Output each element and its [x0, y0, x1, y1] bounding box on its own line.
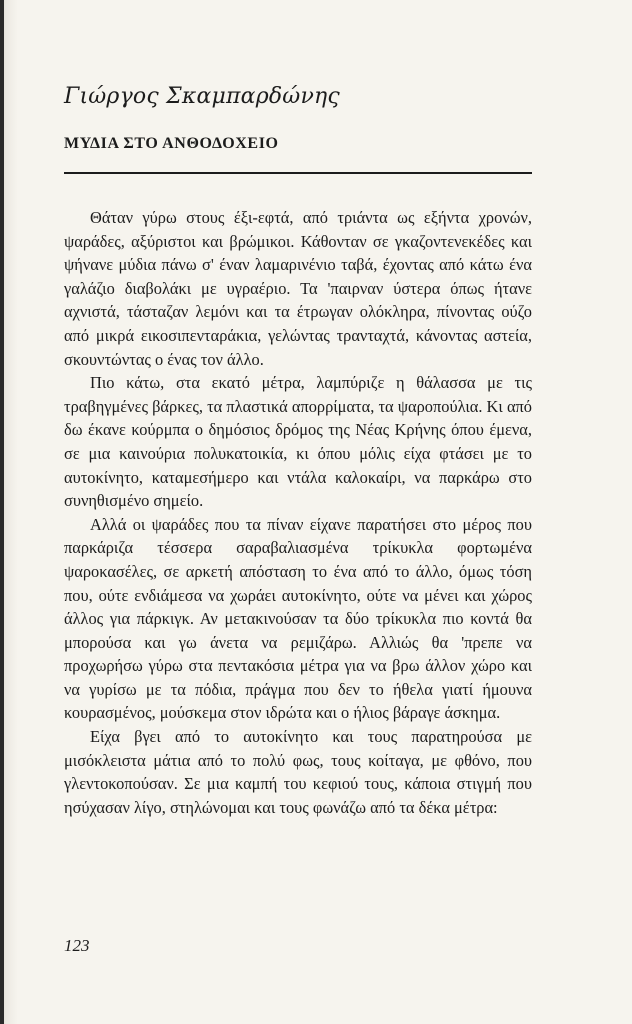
- page-number: 123: [64, 936, 90, 955]
- story-body: [64, 206, 532, 819]
- paragraph: Θάταν γύρω στους έξι-εφτά, από τριάντα ως εξήντα χρονών, ψαράδες, αξύριστοι και βρώμικοι. Κάθονταν σε γκαζοντενεκέδες και ψήνανε μύδια πάνω σ' έναν λαμαρινένιο ταβά, έχοντας από κάτω ένα γαλάζιο διαβολάκι με υγραέριο. Τα 'παιρναν ύστερα όπως ήτανε αχνιστά, τάσταζαν λεμόνι και τα έτρωγαν ολόκληρα, πίνοντας ούζο από μικρά εικοσιπενταράκια, γελώντας τρανταχτά, κάνοντας αστεία, σκουντώντας ο ένας τον άλλο.: [64, 208, 532, 369]
- paragraph: Αλλά οι ψαράδες που τα πίναν είχανε παρατήσει στο μέρος που παρκάριζα τέσσερα σαραβαλιασμένα τρίκυκλα φορτωμένα ψαροκασέλες, σε αρκετή απόσταση το ένα από το άλλο, όμως τόση που, ούτε ενδιάμεσα να χωράει αυτοκίνητο, ούτε να μένει και χώρος άλλος για πάρκιγκ. Αν μετακινούσαν τα δύο τρίκυκλα πιο κοντά θα μπορούσα και γω άνετα να ρεμιζάρω. Αλλιώς θα 'πρεπε να προχωρήσω γύρω στα πεντακόσια μέτρα για να βρω άλλον χώρο και να γυρίσω με τα πόδια, πράγμα που δεν το ήθελα γιατί ήμουνα κουρασμένος, μούσκεμα στον ιδρώτα και ο ήλιος βάραγε άσκημα.: [64, 514, 532, 723]
- paragraph: Πιο κάτω, στα εκατό μέτρα, λαμπύριζε η θάλασσα με τις τραβηγμένες βάρκες, τα πλαστικά απορρίματα, τα ψαροπούλια. Κι από δω έκανε κούρμπα ο δημόσιος δρόμος της Νέας Κρήνης όπου έμενα, σε μια καινούρια πολυκατοικία, κι όπου μόλις είχα φτάσει με το αυτοκίνητο, καταμεσήμερο και ντάλα καλοκαίρι, να παρκάρω στο συνηθισμένο σημείο.: [64, 373, 532, 511]
- binding-edge: [0, 0, 4, 1024]
- title-divider: [64, 172, 532, 174]
- author-name: Γιώργος Σκαμπαρδώνης: [64, 84, 340, 109]
- story-title: ΜΥΔΙΑ ΣΤΟ ΑΝΘΟΔΟΧΕΙΟ: [64, 135, 279, 152]
- paragraph: Είχα βγει από το αυτοκίνητο και τους παρατηρούσα με μισόκλειστα μάτια από το πολύ φως, τους κοίταγα, με φθόνο, που γλεντοκοπούσαν. Σε μια καμπή του κεφιού τους, κάποια στιγμή που ησύχασαν λίγο, στηλώνομαι και τους φωνάζω από τα δέκα μέτρα:: [64, 727, 532, 817]
